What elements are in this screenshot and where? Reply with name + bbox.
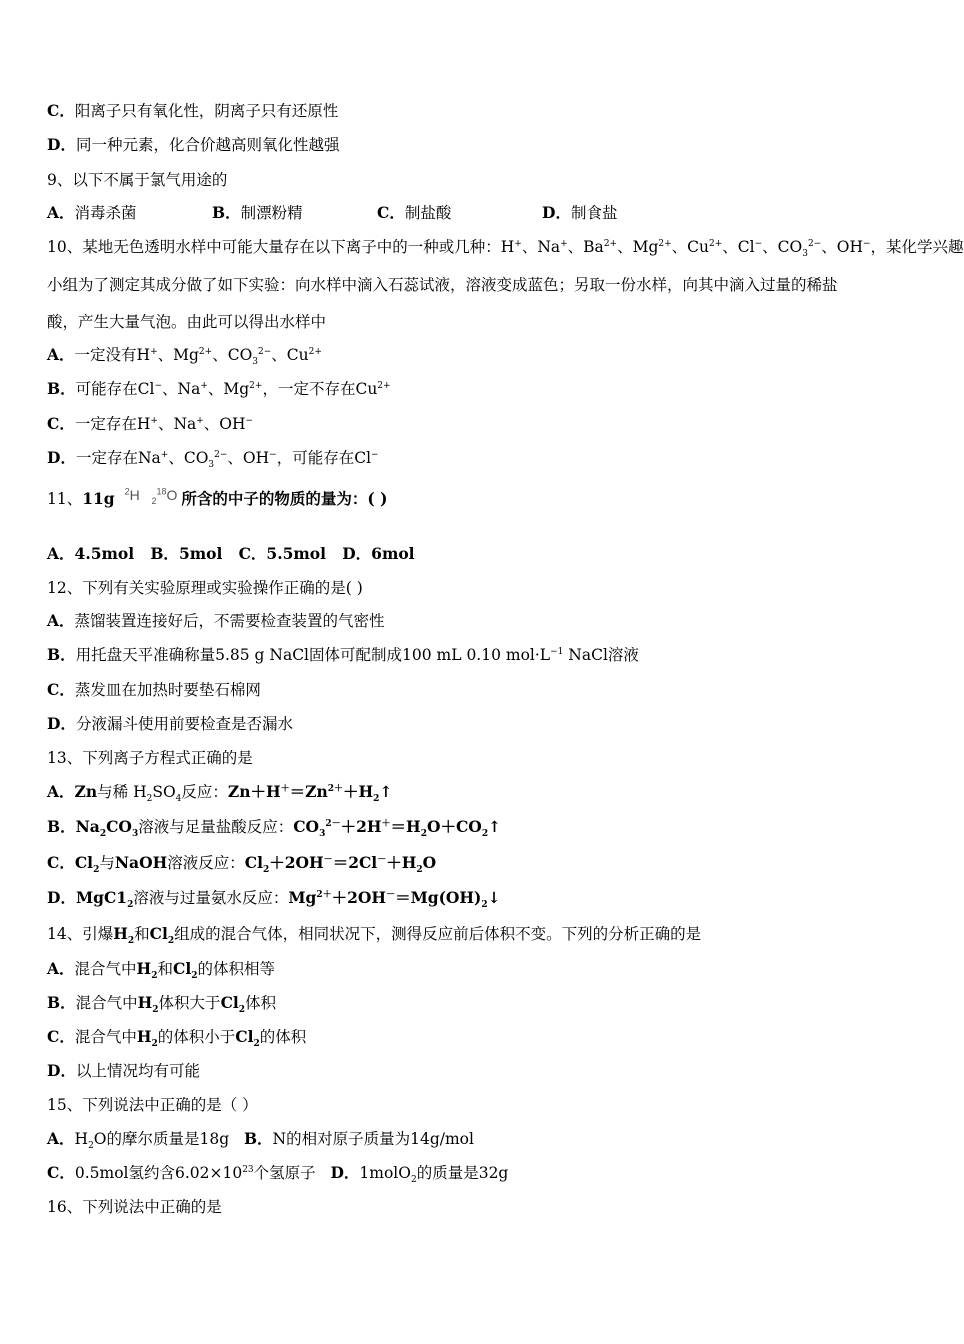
q12-option-b: B．用托盘天平准确称量5.85 g NaCl固体可配制成100 mL 0.10 $mol\cdot L^{-1}$ NaCl溶液: [47, 645, 639, 664]
q12-option-a: A．蒸馏装置连接好后，不需要检查装置的气密性: [47, 611, 385, 630]
q11-options: A．4.5mol B．5mol C．5.5mol D．6mol: [47, 544, 415, 563]
q12-option-c: C．蒸发皿在加热时要垫石棉网: [47, 680, 261, 699]
q14-option-c: C．混合气中$H_2$的体积小于$Cl_2$的体积: [47, 1027, 307, 1050]
q13-option-a: A．Zn与稀 $H_2SO_4$反应：$Zn+H^+=Zn^{2+}+H_2↑$: [47, 782, 393, 805]
q10-stem-2: 小组为了测定其成分做了如下实验：向水样中滴入石蕊试液，溶液变成蓝色；另取一份水样，向其中滴入过量的稀盐: [47, 276, 838, 294]
q15-stem: 15、下列说法中正确的是（ ）: [47, 1096, 258, 1114]
q13-stem: 13、下列离子方程式正确的是: [47, 749, 253, 767]
q8-option-c: C．阳离子只有氧化性，阴离子只有还原性: [47, 101, 339, 120]
q8-option-d: D．同一种元素，化合价越高则氧化性越强: [47, 135, 340, 154]
q14-stem: 14、引爆$H_2$和$Cl_2$组成的混合气体，相同状况下，测得反应前后体积不变。下列的分析正确的是: [47, 924, 702, 947]
q10-option-d: D．一定存在Na+、$CO_3^{2-}$、OH−，可能存在Cl−: [47, 448, 379, 471]
q16-stem: 16、下列说法中正确的是: [47, 1198, 222, 1216]
q13-option-b: B．$Na_2CO_3$溶液与足量盐酸反应：$CO_3^{2-}+2H^+=H_2O+CO_2↑$: [47, 817, 502, 840]
heavy-water-formula: $^2$H $_2^{18}$O: [124, 486, 178, 506]
q13-option-d: D．$MgC1_2$溶液与过量氨水反应：$Mg^{2+}+2OH^-=Mg(OH)_2↓$: [47, 888, 501, 911]
q10-stem-1: 10、某地无色透明水样中可能大量存在以下离子中的一种或几种：H+、Na+、$Ba^{2+}$、$Mg^{2+}$、$Cu^{2+}$、Cl−、$CO_3^{2-}$、OH−，某化学兴趣: [47, 238, 964, 260]
q14-option-d: D．以上情况均有可能: [47, 1061, 200, 1080]
q10-option-a: A．一定没有H+、$Mg^{2+}$、$CO_3^{2-}$、$Cu^{2+}$: [47, 345, 322, 368]
q10-option-c: C．一定存在H+、Na+、OH−: [47, 414, 254, 433]
q10-stem-3: 酸，产生大量气泡。由此可以得出水样中: [47, 313, 327, 331]
q12-option-d: D．分液漏斗使用前要检查是否漏水: [47, 714, 293, 733]
q12-stem: 12、下列有关实验原理或实验操作正确的是( ): [47, 579, 363, 597]
q10-option-b: B．可能存在Cl−、Na+、$Mg^{2+}$，一定不存在$Cu^{2+}$: [47, 379, 391, 398]
q14-option-b: B．混合气中$H_2$体积大于$Cl_2$体积: [47, 993, 277, 1016]
q14-option-a: A．混合气中$H_2$和$Cl_2$的体积相等: [47, 959, 275, 982]
q15-options-ab: A．$H_2O$的摩尔质量是18g B．N的相对原子质量为14g/mol: [47, 1129, 474, 1152]
q9-stem: 9、以下不属于氯气用途的: [47, 171, 228, 189]
q11-stem: 11、11g $^2$H $_2^{18}$O 所含的中子的物质的量为：( ): [47, 486, 388, 508]
q9-options: A．消毒杀菌 B．制漂粉精 C．制盐酸 D．制食盐: [47, 203, 618, 222]
q13-option-c: C．$Cl_2$与NaOH溶液反应：$Cl_2+2OH^-=2Cl^-+H_2O$: [47, 853, 437, 876]
q15-options-cd: C．0.5mol氢约含$6.02\times 10^{23}$个氢原子 D．1molO$_2$的质量是32g: [47, 1163, 509, 1186]
